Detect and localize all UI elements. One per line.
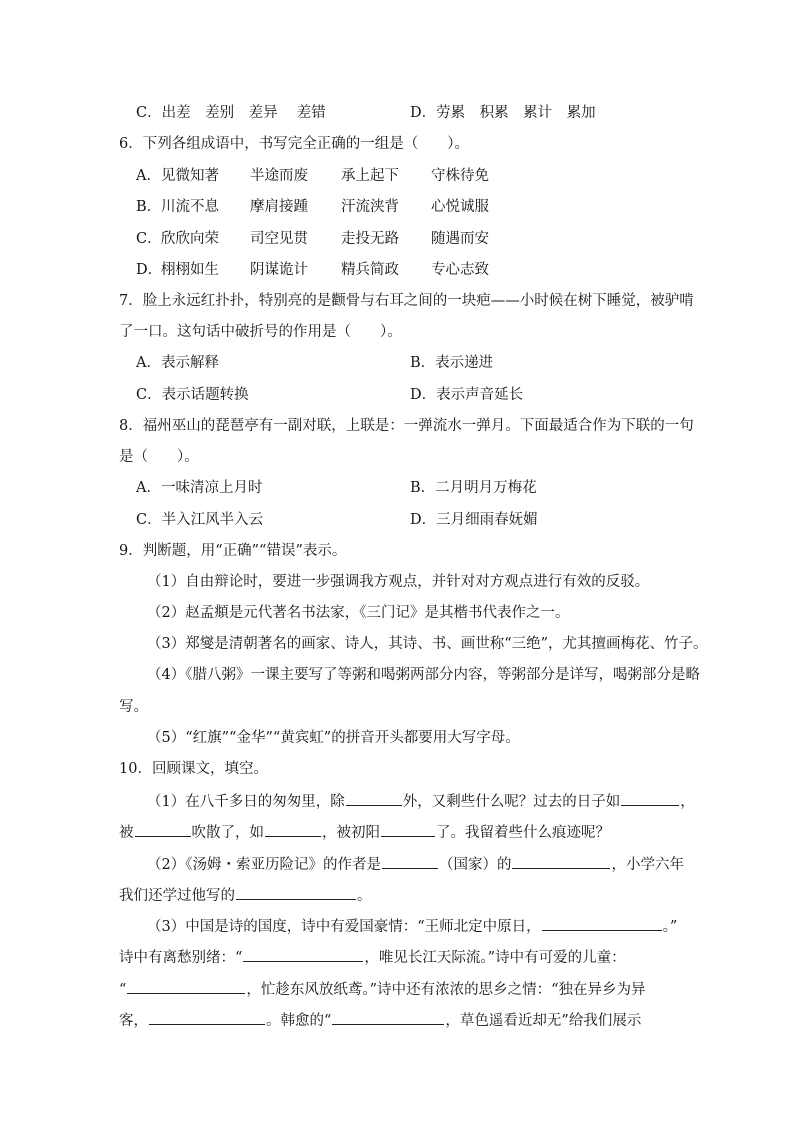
fill-blank[interactable] xyxy=(149,1009,265,1025)
q10-part3-line1: （3）中国是诗的国度，诗中有爱国豪情：“王师北定中原日， 。” xyxy=(147,915,677,937)
q5-option-c: C．出差 差别 差异 差错 xyxy=(136,105,326,121)
fill-blank[interactable] xyxy=(135,821,191,837)
q8-option-c: C．半入江风半入云 xyxy=(136,512,264,528)
q10-part1-line1: （1）在八千多日的匆匆里，除 外，又剩些什么呢？过去的日子如 ， xyxy=(147,790,695,812)
q9-statement-3: （3）郑燮是清朝著名的画家、诗人，其诗、书、画世称“三绝”，尤其擅画梅花、竹子。 xyxy=(147,636,708,652)
q8-option-b: B．二月明月万梅花 xyxy=(410,480,537,496)
q7-stem-line2: 了一口。这句话中破折号的作用是（ ）。 xyxy=(119,324,402,340)
q7-option-d: D．表示声音延长 xyxy=(410,387,524,403)
q9-stem: 9．判断题，用“正确”“错误”表示。 xyxy=(119,543,347,559)
q9-statement-5: （5）“红旗”“金华”“黄宾虹”的拼音开头都要用大写字母。 xyxy=(147,730,520,746)
fill-blank[interactable] xyxy=(512,853,610,869)
q10-part2-line2: 我们还学过他写的 。 xyxy=(119,884,372,906)
fill-blank[interactable] xyxy=(542,915,662,931)
q9-statement-4-line2: 写。 xyxy=(119,699,148,715)
q10-part2-line1: （2）《汤姆・索亚历险记》的作者是 （国家）的 ，小学六年 xyxy=(147,853,684,875)
fill-blank[interactable] xyxy=(127,978,245,994)
fill-blank[interactable] xyxy=(265,821,321,837)
q6-stem: 6．下列各组成语中，书写完全正确的一组是（ ）。 xyxy=(119,136,469,152)
q7-stem-line1: 7．脸上永远红扑扑，特别亮的是颧骨与右耳之间的一块疤——小时候在树下睡觉，被驴啃 xyxy=(119,293,694,309)
fill-blank[interactable] xyxy=(382,853,438,869)
fill-blank[interactable] xyxy=(346,790,402,806)
q8-option-d: D．三月细雨春妩媚 xyxy=(410,512,538,528)
q8-stem-line1: 8．福州巫山的琵琶亭有一副对联，上联是：一弹流水一弹月。下面最适合作为下联的一句 xyxy=(119,418,694,434)
q9-statement-1: （1）自由辩论时，要进一步强调我方观点，并针对对方观点进行有效的反驳。 xyxy=(147,574,650,590)
q9-statement-2: （2）赵孟頫是元代著名书法家，《三门记》是其楷书代表作之一。 xyxy=(147,605,570,621)
q7-option-b: B．表示递进 xyxy=(410,355,494,371)
q10-stem: 10．回顾课文，填空。 xyxy=(119,761,268,777)
fill-blank[interactable] xyxy=(621,790,679,806)
fill-blank[interactable] xyxy=(332,1009,444,1025)
q5-option-d: D．劳累 积累 累计 累加 xyxy=(410,105,596,121)
q9-statement-4-line1: （4）《腊八粥》一课主要写了等粥和喝粥两部分内容，等粥部分是详写，喝粥部分是略 xyxy=(147,667,700,683)
q10-part1-line2: 被 吹散了，如 ，被初阳 了。我留着些什么痕迹呢？ xyxy=(119,821,610,843)
q7-option-c: C．表示话题转换 xyxy=(136,387,249,403)
q10-part3-line2: 诗中有离愁别绪：“ ，唯见长江天际流。”诗中有可爱的儿童： xyxy=(119,946,626,968)
q8-option-a: A．一味清凉上月时 xyxy=(136,480,263,496)
fill-blank[interactable] xyxy=(243,946,363,962)
q10-part3-line4: 客， 。韩愈的“ ，草色遥看近却无”给我们展示 xyxy=(119,1009,641,1031)
q10-part3-line3: “ ，忙趁东风放纸鸢。”诗中还有浓浓的思乡之情：“独在异乡为异 xyxy=(119,978,646,1000)
q7-option-a: A．表示解释 xyxy=(136,355,219,371)
q8-stem-line2: 是（ ）。 xyxy=(119,449,199,465)
fill-blank[interactable] xyxy=(236,884,356,900)
fill-blank[interactable] xyxy=(381,821,435,837)
exam-page: C．出差 差别 差异 差错 D．劳累 积累 累计 累加 6．下列各组成语中，书写完全正确的一组是（ ）。 A． 见微知著 半途而废 承上起下 守株待免 B． 川流不息 摩肩接踵 汗流浃背 心悦诚服 C． 欣欣向荣 司空见贯 走投无路 随遇而安 D． 栩栩如生 阴谋诡计 精兵简政 专心志致 7．脸上永远红扑扑，特别亮的是颧骨与右耳之间的一块疤——小时候在树下睡觉，被驴啃 了一口。这句话中破折号的作用是（ ）。 A．表示解释 B．表示递进 C．表示话题转换 D．表示声音延长 8．福州巫山的琵琶亭有一副对联，上联是：一弹流水一弹月。下面最适合作为下联的一句 是（ ）。 A．一味清凉上月时 B．二月明月万梅花 C．半入江风半入云 D．三月细雨春妩媚 9．判断题，用“正确”“错误”表示。 （1）自由辩论时，要进一步强调我方观点，并针对对方观点进行有效的反驳。 （2）赵孟頫是元代著名书法家，《三门记》是其楷书代表作之一。 （3）郑燮是清朝著名的画家、诗人，其诗、书、画世称“三绝”，尤其擅画梅花、竹子。 （4）《腊八粥》一课主要写了等粥和喝粥两部分内容，等粥部分是详写，喝粥部分是略 写。 （5）“红旗”“金华”“黄宾虹”的拼音开头都要用大写字母。 10．回顾课文，填空。 （1）在八千多日的匆匆里，除 外，又剩些什么呢？过去的日子如 ， 被 吹散了，如 ，被初阳 了。我留着些什么痕迹呢？ （2）《汤姆・索亚历险记》的作者是 （国家）的 ，小学六年 我们还学过他写的 。 （3）中国是诗的国度，诗中有爱国豪情：“王师北定中原日， 。” 诗中有离愁别绪：“ ，唯见长江天际流。”诗中有可爱的儿童： “ ，忙趁东风放纸鸢。”诗中还有浓浓的思乡之情：“独在异乡为异 客， 。韩愈的“ ，草色遥看近却无”给我们展示 xyxy=(119,105,708,1029)
